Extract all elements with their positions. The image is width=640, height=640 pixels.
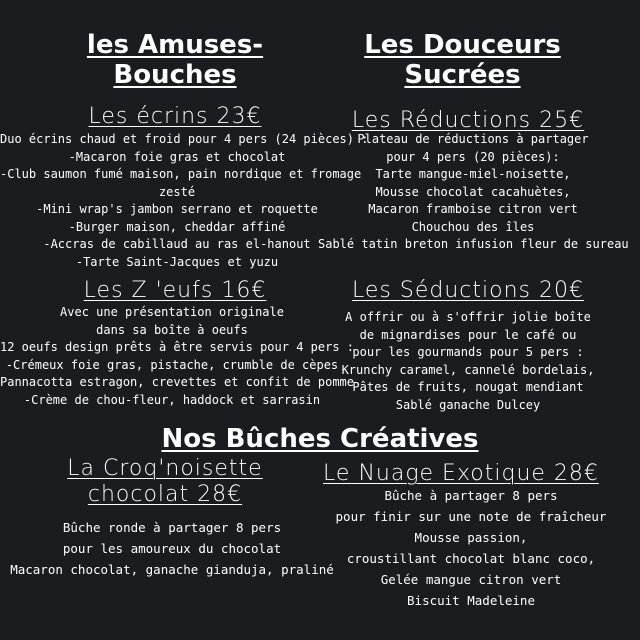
seductions-description: [326, 309, 610, 414]
nuage-heading: Le Nuage Exotique 28€: [323, 461, 599, 486]
ecrins-line: zesté: [158, 184, 196, 199]
zeufs-line: 12 oeufs design prêts à être servis pour 4 pers :: [0, 340, 355, 354]
zeufs-line: -Crémeux foie gras, pistache, crumble de cèpes: [5, 357, 339, 372]
seductions-heading: Les Séductions 20€: [352, 278, 584, 303]
reductions-line: Plateau de réductions à partager: [357, 132, 589, 146]
seductions-line: A offrir ou à s'offrir jolie boîte: [345, 310, 591, 324]
nuage-line: Gelée mangue citron vert: [380, 572, 562, 587]
reductions-heading: Les Réductions 25€: [351, 108, 585, 133]
douceurs-sucrees-title: [340, 30, 585, 90]
croq-heading-line-2: chocolat 28€: [87, 482, 243, 507]
nuage-line: Biscuit Madeleine: [407, 593, 535, 608]
reductions-line: Sablé tatin breton infusion fleur de sureau: [318, 237, 629, 251]
seductions-line: de mignardises pour le café ou: [359, 327, 577, 342]
reductions-line: Mousse chocolat cacahuètes,: [375, 184, 571, 199]
amuses-title-line-1: les Amuses-: [86, 30, 264, 60]
reductions-line: Tarte mangue-miel-noisette,: [375, 167, 571, 181]
zeufs-line: dans sa boîte à oeufs: [96, 322, 248, 337]
croq-heading-line-1: La Croq'noisette: [67, 456, 263, 481]
zeufs-heading: Les Z 'eufs 16€: [83, 278, 267, 303]
nuage-line: pour finir sur une note de fraîcheur: [335, 509, 607, 524]
douceurs-title-line-1: Les Douceurs: [364, 30, 561, 60]
zeufs-line: Avec une présentation originale: [60, 305, 284, 319]
croq-line: Bûche ronde à partager 8 pers: [62, 520, 282, 535]
zeufs-line: Pannacotta estragon, crevettes et confit de pomme: [0, 375, 355, 389]
seductions-line: Krunchy caramel, cannelé bordelais,: [341, 362, 595, 377]
ecrins-description: [0, 131, 369, 271]
ecrins-line: -Burger maison, cheddar affiné: [68, 219, 286, 234]
ecrins-line: Duo écrins chaud et froid pour 4 pers (24 pièces) :: [0, 132, 369, 146]
croq-heading: [40, 456, 290, 508]
nuage-line: Bûche à partager 8 pers: [384, 488, 558, 503]
zeufs-description: [0, 304, 355, 409]
buches-title: Nos Bûches Créatives: [161, 424, 479, 454]
croq-line: pour les amoureux du chocolat: [62, 541, 282, 556]
douceurs-title-line-2: Sucrées: [404, 60, 521, 90]
zeufs-line: -Crème de chou-fleur, haddock et sarrasin: [23, 392, 321, 407]
nuage-description: [312, 485, 630, 611]
seductions-line: Sablé ganache Dulcey: [395, 397, 541, 412]
nuage-line: Mousse passion,: [414, 530, 528, 545]
ecrins-heading: Les écrins 23€: [88, 104, 262, 129]
nuage-line: croustillant chocolat blanc coco,: [346, 551, 596, 566]
croq-line: Macaron chocolat, ganache gianduja, praliné: [10, 562, 334, 577]
seductions-line: pour les gourmands pour 5 pers :: [352, 345, 584, 359]
seductions-line: Pâtes de fruits, nougat mendiant: [352, 380, 584, 394]
reductions-line: Macaron framboise citron vert: [368, 202, 578, 216]
ecrins-line: -Tarte Saint-Jacques et yuzu: [75, 254, 279, 269]
reductions-description: [318, 131, 628, 254]
reductions-line: Chouchou des îles: [411, 219, 535, 234]
ecrins-line: -Club saumon fumé maison, pain nordique et fromage: [0, 167, 362, 181]
ecrins-line: -Accras de cabillaud au ras el-hanout: [43, 237, 311, 251]
amuses-title-line-2: Bouches: [113, 60, 237, 90]
reductions-line: pour 4 pers (20 pièces):: [386, 149, 560, 164]
ecrins-line: -Mini wrap's jambon serrano et roquette: [36, 202, 318, 216]
amuses-bouches-title: [60, 30, 290, 90]
ecrins-line: -Macaron foie gras et chocolat: [68, 149, 286, 164]
croq-description: [0, 517, 344, 580]
